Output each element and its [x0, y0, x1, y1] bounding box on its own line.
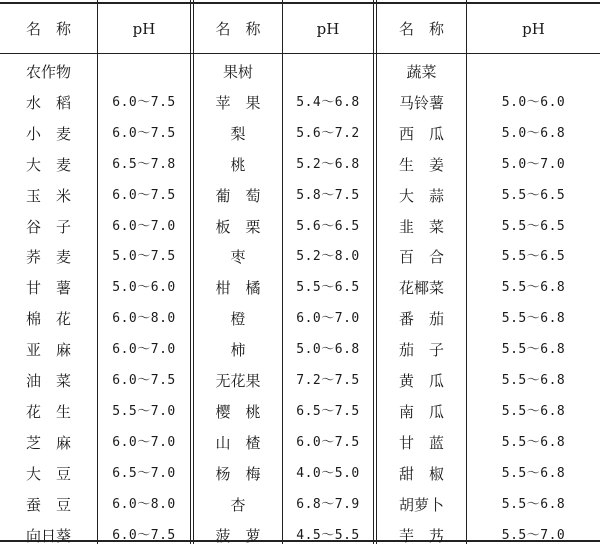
plant-name: 茄 子 — [398, 341, 444, 360]
ph-range: 5.6～6.5 — [296, 218, 360, 234]
plant-name: 桃 — [230, 155, 246, 174]
ph-range: 5.0～6.8 — [501, 125, 566, 141]
header-ph: pH — [316, 20, 340, 38]
plant-name: 向日葵 — [25, 526, 71, 545]
plant-name: 棉 花 — [25, 310, 71, 329]
group-rule — [373, 0, 374, 544]
ph-range: 6.0～7.0 — [112, 434, 176, 450]
plant-name: 无花果 — [215, 372, 261, 390]
ph-range: 6.0～7.5 — [296, 434, 360, 450]
header-name: 名 称 — [215, 20, 261, 38]
plant-name: 葡 萄 — [215, 186, 261, 205]
ph-range: 5.5～6.8 — [501, 496, 566, 512]
ph-range: 5.4～6.8 — [296, 94, 360, 110]
plant-name: 菠 萝 — [215, 526, 261, 545]
plant-name: 枣 — [230, 248, 246, 267]
plant-name: 芝 麻 — [25, 433, 71, 452]
category-label: 蔬菜 — [406, 63, 437, 81]
plant-name: 胡萝卜 — [398, 495, 444, 514]
ph-range: 4.0～5.0 — [296, 465, 360, 481]
plant-name: 板 栗 — [215, 217, 261, 236]
ph-range: 6.0～8.0 — [112, 311, 176, 327]
plant-name: 蚕 豆 — [25, 495, 71, 514]
ph-range: 5.5～6.8 — [501, 373, 566, 388]
ph-range: 5.0～6.0 — [112, 280, 176, 296]
plant-name: 花椰菜 — [398, 279, 444, 298]
ph-range: 5.5～6.5 — [296, 280, 360, 296]
ph-range: 5.5～6.8 — [501, 403, 566, 419]
ph-range: 5.5～6.8 — [501, 342, 566, 358]
ph-range: 5.5～6.5 — [501, 218, 566, 234]
ph-range: 5.0～7.0 — [501, 156, 566, 172]
ph-range: 6.0～7.5 — [112, 94, 176, 110]
ph-range: 5.5～7.0 — [501, 527, 566, 543]
plant-name: 亚 麻 — [25, 341, 71, 360]
ph-range: 6.5～7.0 — [112, 465, 176, 481]
plant-name: 花 生 — [25, 402, 71, 421]
ph-range: 6.0～7.5 — [112, 373, 176, 388]
top-rule — [0, 2, 600, 4]
plant-name: 玉 米 — [25, 186, 71, 205]
header-name: 名 称 — [25, 20, 71, 38]
ph-range: 6.0～7.5 — [112, 527, 176, 543]
ph-range: 5.5～6.8 — [501, 311, 566, 327]
category-label: 农作物 — [25, 63, 71, 81]
plant-name: 谷 子 — [25, 217, 71, 236]
ph-range: 5.2～8.0 — [296, 249, 360, 265]
ph-range: 6.8～7.9 — [296, 496, 360, 512]
plant-name: 芋 艿 — [398, 526, 444, 545]
ph-range: 5.0～6.8 — [296, 342, 360, 358]
ph-range: 6.0～7.0 — [112, 342, 176, 358]
plant-name: 杨 梅 — [215, 464, 261, 483]
plant-name: 南 瓜 — [398, 402, 444, 421]
ph-range: 5.0～6.0 — [501, 94, 566, 110]
plant-name: 大 蒜 — [398, 186, 444, 205]
ph-range: 6.5～7.8 — [112, 156, 176, 172]
plant-name: 黄 瓜 — [398, 372, 444, 390]
plant-name: 大 麦 — [25, 155, 71, 174]
ph-range: 5.6～7.2 — [296, 125, 360, 141]
ph-range: 5.5～6.8 — [501, 280, 566, 296]
plant-name: 番 茄 — [398, 310, 444, 329]
plant-name: 荞 麦 — [25, 248, 71, 267]
plant-name: 柑 橘 — [215, 279, 261, 298]
plant-name: 梨 — [230, 124, 246, 143]
plant-name: 杏 — [230, 495, 246, 514]
plant-name: 苹 果 — [215, 93, 261, 112]
plant-name: 甘 薯 — [25, 279, 71, 298]
ph-range: 5.0～7.5 — [112, 249, 176, 265]
header-ph: pH — [522, 20, 545, 38]
ph-range: 6.0～7.0 — [112, 218, 176, 234]
plant-name: 西 瓜 — [398, 124, 444, 143]
header-rule — [0, 53, 600, 54]
ph-range: 6.0～7.0 — [296, 311, 360, 327]
header-name: 名 称 — [398, 20, 444, 38]
header-ph: pH — [132, 20, 156, 38]
category-label: 果树 — [222, 63, 253, 81]
group-rule — [190, 0, 191, 544]
ph-range: 6.0～7.5 — [112, 125, 176, 141]
plant-name: 樱 桃 — [215, 402, 261, 421]
plant-name: 水 稻 — [25, 93, 71, 112]
plant-name: 山 楂 — [215, 433, 261, 452]
ph-range: 5.5～7.0 — [112, 403, 176, 419]
plant-name: 柿 — [230, 341, 246, 360]
plant-name: 韭 菜 — [398, 217, 444, 236]
ph-range: 6.0～7.5 — [112, 187, 176, 203]
ph-range: 5.5～6.8 — [501, 434, 566, 450]
plant-name: 大 豆 — [25, 464, 71, 483]
plant-name: 甘 蓝 — [398, 433, 444, 452]
plant-name: 小 麦 — [25, 124, 71, 143]
plant-name: 油 菜 — [25, 372, 71, 390]
plant-name: 橙 — [230, 310, 246, 329]
plant-name: 甜 椒 — [398, 464, 444, 483]
plant-name: 百 合 — [398, 248, 444, 267]
ph-range: 5.5～6.5 — [501, 249, 566, 265]
ph-range: 5.5～6.5 — [501, 187, 566, 203]
ph-range: 5.2～6.8 — [296, 156, 360, 172]
ph-range: 4.5～5.5 — [296, 527, 360, 543]
ph-range: 5.5～6.8 — [501, 465, 566, 481]
ph-range: 6.5～7.5 — [296, 403, 360, 419]
ph-range: 5.8～7.5 — [296, 187, 360, 203]
plant-name: 马铃薯 — [398, 93, 444, 112]
ph-range: 7.2～7.5 — [296, 373, 360, 388]
plant-name: 生 姜 — [398, 155, 444, 174]
ph-range: 6.0～8.0 — [112, 496, 176, 512]
